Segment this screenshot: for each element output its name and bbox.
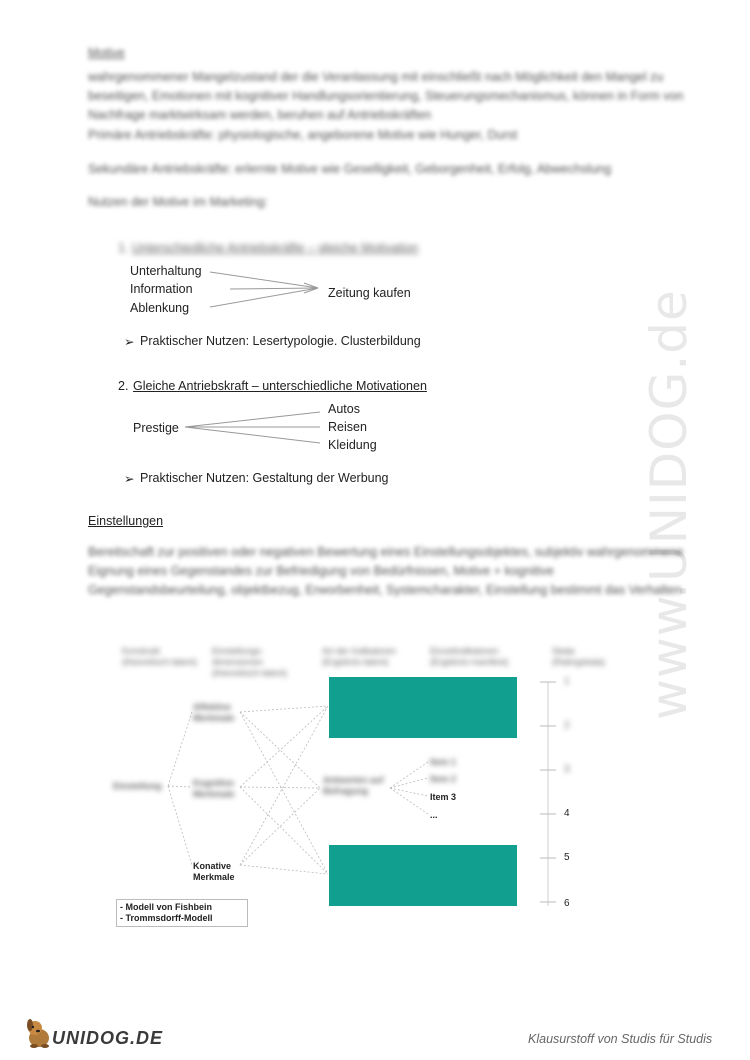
list1-connector-lines: [200, 265, 330, 315]
motive-definition: wahrgenommener Mangelzustand der die Veranlassung mit einschließt nach Möglichkeit den Mangel zu beseitigen, Emotionen mit kognitiver Handlungsorientierung, Steuerungsmechanismus, können in Form von Nachfrage marktwirksam werden, beruhen auf Antriebskräften: [88, 70, 684, 122]
col-header-indikatoren: Art der Indikatoren (Ergebnis-latent): [322, 646, 397, 667]
models-box: - Modell von Fishbein - Trommsdorff-Modell: [116, 899, 248, 927]
watermark: www.UNIDOG.de: [640, 289, 698, 720]
col-header-einzelindikatoren: Einzelindikatoren (Ergebnis-manifest): [430, 646, 509, 667]
list1-left-item-3: Ablenkung: [130, 301, 190, 315]
einstellungen-definition: Bereitschaft zur positiven oder negativen Bewertung eines Einstellungsobjektes, subjektiv wahrgenommene Eignung eines Gegenstandes zur Befriedigung von Bedürfnissen, Motive + kognitive Gegenstandsbeurteilung, objektbezug, Erworbenheit, Systemcharakter, Einstellung bestimmt das Verhalten: [88, 545, 684, 597]
list2-title: Gleiche Antriebskraft – unterschiedliche Motivationen: [133, 379, 427, 393]
list2-bullet: ➢: [124, 472, 135, 486]
item-2: Item 2: [430, 774, 457, 784]
item-ellipsis: ...: [430, 810, 438, 820]
dimension-affektiv: Affektive Merkmale: [193, 702, 235, 723]
construct-label: Einstellung: [113, 781, 162, 791]
footer-tagline: Klausurstoff von Studis für Studis: [528, 1032, 713, 1046]
list1-left-item-1: Unterhaltung: [130, 264, 202, 278]
list2-right-item-1: Autos: [328, 402, 360, 416]
dimension-konativ: Konative Merkmale: [193, 861, 235, 882]
primary-drives: Primäre Antriebskräfte: physiologische, angeborene Motive wie Hunger, Durst: [88, 128, 518, 142]
scale-label-5: 5: [564, 852, 570, 863]
nutzen-title: Nutzen der Motive im Marketing:: [88, 195, 268, 209]
col-header-konstrukt: Konstrukt (theoretisch-latent): [122, 646, 198, 667]
item-1: Item 1: [430, 757, 457, 767]
list2-number: 2.: [118, 379, 129, 393]
scale-label-3: 3: [564, 764, 570, 775]
list2-nutzen: Praktischer Nutzen: Gestaltung der Werbung: [140, 471, 389, 485]
dog-icon: [22, 1016, 56, 1050]
list1-title: Unterschiedliche Antriebskräfte – gleiche Motivation: [132, 241, 419, 255]
indicator-box-bottom: [329, 845, 517, 906]
col-header-dimensionen: Einstellungs- dimensionen (theoretisch-latent): [212, 646, 288, 678]
list1-right-item: Zeitung kaufen: [328, 286, 411, 300]
list1-number: 1.: [118, 241, 129, 255]
list2-connector-lines: [180, 405, 330, 450]
indicator-type: Antworten auf Befragung: [323, 775, 384, 796]
list1-bullet: ➢: [124, 335, 135, 349]
scale-label-2: 2: [564, 720, 570, 731]
dimension-kognitiv: Kognitive Merkmale: [193, 778, 235, 799]
list1-nutzen: Praktischer Nutzen: Lesertypologie. Clusterbildung: [140, 334, 421, 348]
col-header-skala: Skala (Ratingskala): [552, 646, 606, 667]
scale-label-1: 1: [564, 676, 570, 687]
secondary-drives: Sekundäre Antriebskräfte: erlernte Motive wie Geselligkeit, Geborgenheit, Erfolg, Abwechslung: [88, 162, 612, 176]
section-title-einstellungen: Einstellungen: [88, 514, 164, 528]
item-3: Item 3: [430, 792, 457, 802]
section-title-motive: Motive: [88, 46, 125, 60]
list2-right-item-3: Kleidung: [328, 438, 377, 452]
list1-left-item-2: Information: [130, 282, 193, 296]
scale-label-4: 4: [564, 808, 570, 819]
logo-text: UNIDOG.DE: [52, 1028, 164, 1048]
scale-label-6: 6: [564, 898, 570, 909]
list2-left-item: Prestige: [133, 421, 179, 435]
indicator-box-top: [329, 677, 517, 738]
list2-right-item-2: Reisen: [328, 420, 367, 434]
